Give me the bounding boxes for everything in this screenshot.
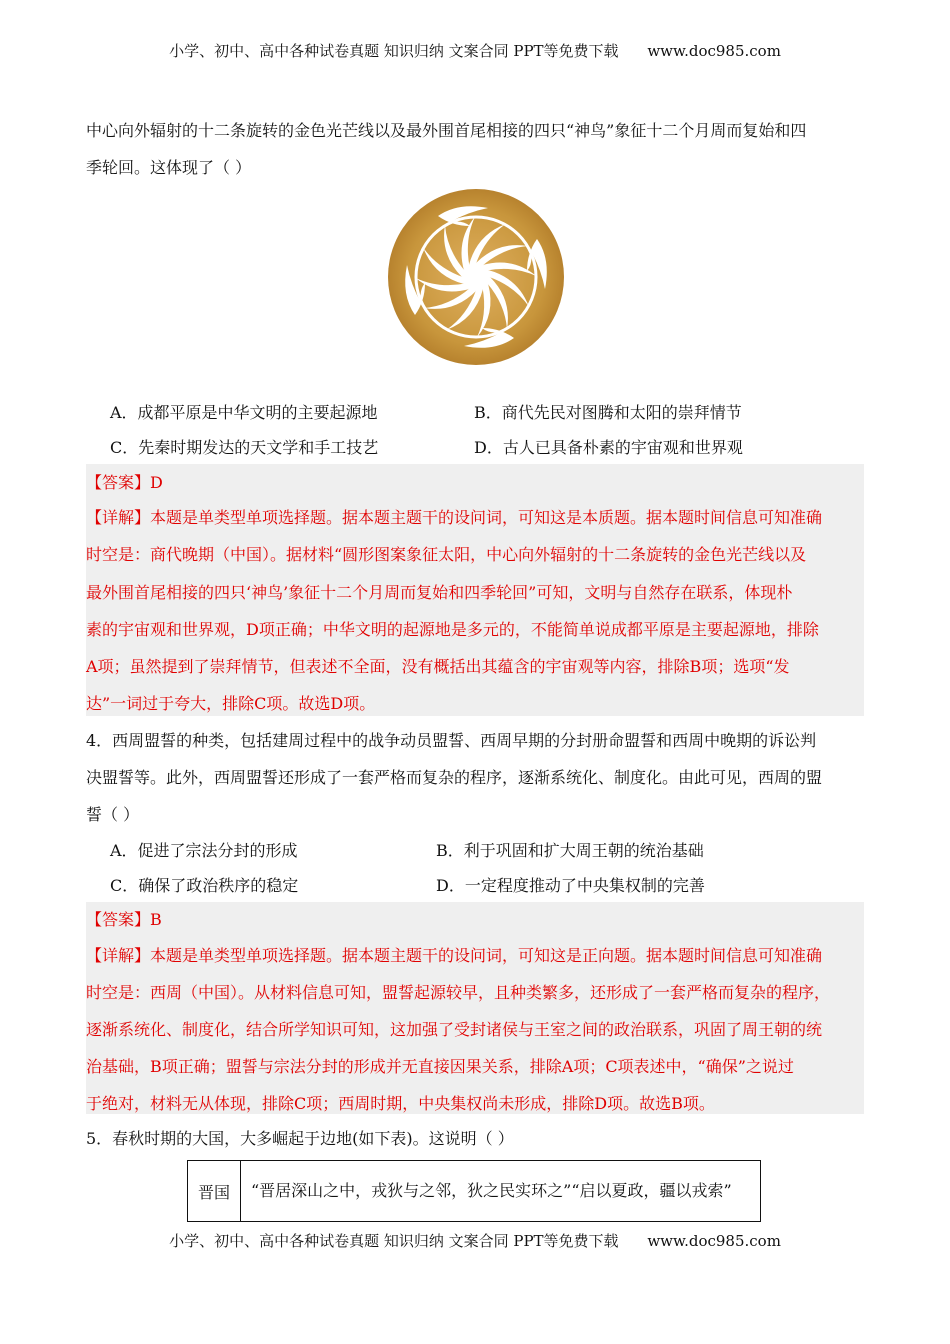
q3-option-d: D．古人已具备朴素的宇宙观和世界观 <box>474 438 743 457</box>
q3-stem-line-1: 中心向外辐射的十二条旋转的金色光芒线以及最外围首尾相接的四只“神鸟”象征十二个月周而复始和四 <box>86 121 807 140</box>
q5-stem: 5．春秋时期的大国，大多崛起于边地(如下表)。这说明（ ） <box>86 1129 514 1148</box>
q3-explain-line-5: A项；虽然提到了崇拜情节，但表述不全面，没有概括出其蕴含的宇宙观等内容，排除B项；选项“发 <box>86 657 790 676</box>
table-cell-state: 晋国 <box>188 1161 241 1222</box>
q4-option-d: D．一定程度推动了中央集权制的完善 <box>436 876 705 895</box>
page-footer <box>0 1230 950 1251</box>
q3-explain-line-1: 【详解】本题是单类型单项选择题。据本题主题干的设问词，可知这是本质题。据本题时间信息可知准确 <box>86 508 823 527</box>
q3-stem-line-2: 季轮回。这体现了（ ） <box>86 158 252 177</box>
q4-stem-line-1: 4．西周盟誓的种类，包括建周过程中的战争动员盟誓、西周早期的分封册命盟誓和西周中晚期的诉讼判 <box>86 731 817 750</box>
q5-table <box>187 1160 761 1222</box>
q4-stem-line-2: 决盟誓等。此外，西周盟誓还形成了一套严格而复杂的程序，逐渐系统化、制度化。由此可见，西周的盟 <box>86 768 823 787</box>
q3-answer: 【答案】D <box>86 473 163 492</box>
q3-explain-line-4: 素的宇宙观和世界观，D项正确；中华文明的起源地是多元的，不能简单说成都平原是主要起源地，排除 <box>86 620 819 639</box>
q4-option-b: B．利于巩固和扩大周王朝的统治基础 <box>436 841 704 860</box>
q4-option-c: C．确保了政治秩序的稳定 <box>110 876 299 895</box>
q3-explain-line-3: 最外围首尾相接的四只‘神鸟’象征十二个月周而复始和四季轮回”可知，文明与自然存在联系，体现朴 <box>86 583 793 602</box>
table-cell-quote: “晋居深山之中，戎狄与之邻，狄之民实环之”“启以夏政，疆以戎索” <box>241 1161 761 1222</box>
golden-sun-bird-disc-image <box>378 186 574 368</box>
q4-explain-line-5: 于绝对，材料无从体现，排除C项；西周时期，中央集权尚未形成，排除D项。故选B项。 <box>86 1094 715 1113</box>
header-site-link[interactable]: www.doc985.com <box>647 42 781 60</box>
q4-option-a: A．促进了宗法分封的形成 <box>110 841 298 860</box>
q4-answer-box <box>86 902 864 1114</box>
q4-stem-line-3: 誓（ ） <box>86 805 140 824</box>
q4-explain-line-4: 治基础，B项正确；盟誓与宗法分封的形成并无直接因果关系，排除A项；C项表述中，“确保”之说过 <box>86 1057 794 1076</box>
q3-option-c: C．先秦时期发达的天文学和手工技艺 <box>110 438 379 457</box>
q4-answer: 【答案】B <box>86 910 162 929</box>
table-row <box>188 1161 761 1222</box>
page-header <box>0 40 950 61</box>
q3-option-a: A．成都平原是中华文明的主要起源地 <box>110 403 378 422</box>
q3-option-b: B．商代先民对图腾和太阳的崇拜情节 <box>474 403 742 422</box>
q4-explain-line-2: 时空是：西周（中国）。从材料信息可知，盟誓起源较早，且种类繁多，还形成了一套严格而复杂的程序， <box>86 983 831 1002</box>
header-text: 小学、初中、高中各种试卷真题 知识归纳 文案合同 PPT等免费下载 <box>169 42 619 60</box>
q3-explain-line-6: 达”一词过于夸大，排除C项。故选D项。 <box>86 694 376 713</box>
q4-explain-line-1: 【详解】本题是单类型单项选择题。据本题主题干的设问词，可知这是正向题。据本题时间信息可知准确 <box>86 946 823 965</box>
q3-explain-line-2: 时空是：商代晚期（中国）。据材料“圆形图案象征太阳，中心向外辐射的十二条旋转的金色光芒线以及 <box>86 545 807 564</box>
q4-explain-line-3: 逐渐系统化、制度化，结合所学知识可知，这加强了受封诸侯与王室之间的政治联系，巩固了周王朝的统 <box>86 1020 823 1039</box>
footer-text: 小学、初中、高中各种试卷真题 知识归纳 文案合同 PPT等免费下载 <box>169 1232 619 1250</box>
footer-site-link[interactable]: www.doc985.com <box>647 1232 781 1250</box>
